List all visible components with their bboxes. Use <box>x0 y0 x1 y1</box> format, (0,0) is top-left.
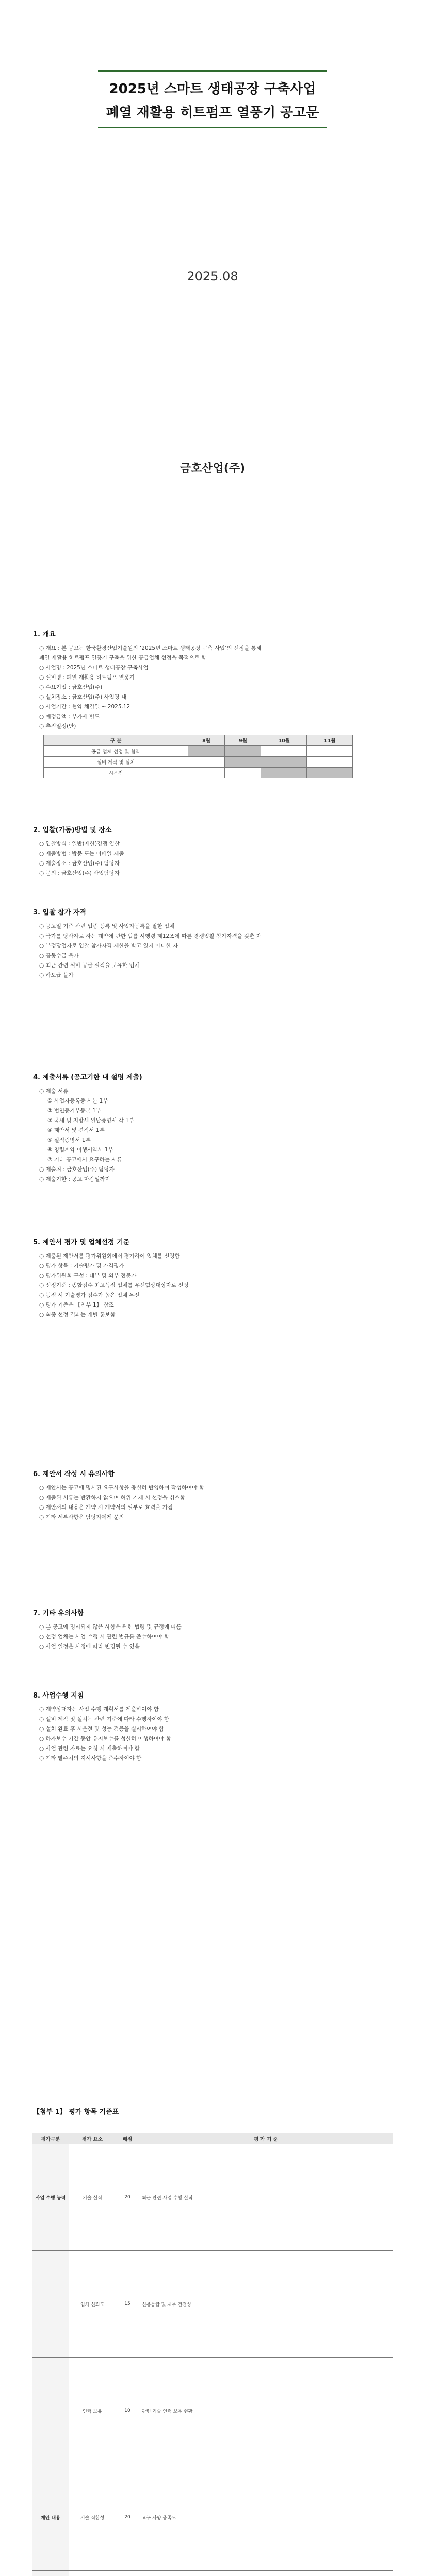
schedule-month-cell <box>307 768 353 778</box>
schedule-month-cell <box>261 757 307 768</box>
text-line: ○ 공동수급 불가 <box>39 953 79 959</box>
schedule-month-cell <box>188 746 225 757</box>
evaluation-header-cell: 평가 요소 <box>69 2133 116 2144</box>
section-title: 1. 개요 <box>33 631 56 638</box>
text-line: ○ 공고일 기준 관련 업종 등록 및 사업자등록을 필한 업체 <box>39 923 175 929</box>
text-line: ○ 하도급 불가 <box>39 972 74 978</box>
schedule-header-cell: 10월 <box>261 735 307 746</box>
evaluation-item-cell: 기술 적합성 <box>69 2464 116 2571</box>
text-line: ○ 설치장소 : 금호산업(주) 사업장 내 <box>39 694 127 700</box>
text-line: ○ 제출처 : 금호산업(주) 담당자 <box>39 1166 115 1173</box>
schedule-table <box>43 735 353 778</box>
schedule-month-cell <box>307 757 353 768</box>
text-line: ○ 기타 발주처의 지시사항을 준수하여야 함 <box>39 1755 142 1761</box>
evaluation-item-cell <box>69 2571 116 2576</box>
schedule-month-cell <box>307 746 353 757</box>
evaluation-row <box>32 2464 393 2571</box>
text-line: ○ 제출장소 : 금호산업(주) 담당자 <box>39 860 120 867</box>
evaluation-row <box>32 2571 393 2576</box>
evaluation-category-cell <box>32 2571 69 2576</box>
text-line: ○ 국가를 당사자로 하는 계약에 관한 법률 시행령 제12조에 따른 경쟁입찰 참가자격을 갖춘 자 <box>39 933 262 939</box>
section-guidelines <box>33 1690 394 1764</box>
text-line: ○ 제출된 제안서를 평가위원회에서 평가하여 업체를 선정함 <box>39 1253 180 1259</box>
evaluation-points-cell: 10 <box>116 2358 139 2464</box>
evaluation-points-cell: 15 <box>116 2251 139 2358</box>
section-overview <box>33 629 394 784</box>
text-line: ○ 선정 업체는 사업 수행 시 관련 법규를 준수하여야 함 <box>39 1634 170 1640</box>
text-line: ③ 국세 및 지방세 완납증명서 각 1부 <box>47 1117 134 1124</box>
evaluation-table-1 <box>32 2133 393 2576</box>
section-other-notes <box>33 1607 394 1652</box>
text-line: ○ 평가 항목 : 기술평가 및 가격평가 <box>39 1263 124 1269</box>
section-title: 2. 입찰(가동)방법 및 장소 <box>33 826 112 834</box>
evaluation-points-cell <box>116 2571 139 2576</box>
evaluation-item-cell: 기술 실적 <box>69 2144 116 2251</box>
schedule-row <box>44 757 353 768</box>
text-line: ○ 제출 서류 <box>39 1088 69 1094</box>
evaluation-category-cell <box>32 2251 69 2358</box>
text-line: ○ 동점 시 기술평가 점수가 높은 업체 우선 <box>39 1292 140 1298</box>
section-title: 7. 기타 유의사항 <box>33 1609 84 1617</box>
section-proposal-notes <box>33 1468 394 1522</box>
text-line: ○ 사업명 : 2025년 스마트 생태공장 구축사업 <box>39 665 149 671</box>
text-line: ○ 본 공고에 명시되지 않은 사항은 관련 법령 및 규정에 따름 <box>39 1624 182 1630</box>
schedule-task-cell: 설비 제작 및 설치 <box>44 757 188 768</box>
schedule-header-cell: 구 분 <box>44 735 188 746</box>
cover-date: 2025.08 <box>187 269 238 283</box>
text-line: ○ 설비 제작 및 설치는 관련 기준에 따라 수행하여야 함 <box>39 1716 170 1722</box>
evaluation-category-cell: 사업 수행 능력 <box>32 2144 69 2251</box>
annex-title: 【첨부 1】 평가 항목 기준표 <box>33 2108 119 2116</box>
evaluation-criteria-cell: 최근 관련 사업 수행 실적 <box>139 2144 393 2251</box>
text-line: 폐열 재활용 히트펌프 열풍기 구축을 위한 공급업체 선정을 목적으로 함 <box>39 655 207 661</box>
text-line: ○ 문의 : 금호산업(주) 사업담당자 <box>39 870 120 876</box>
section-bidding <box>33 824 394 878</box>
evaluation-header-cell: 배점 <box>116 2133 139 2144</box>
evaluation-header-cell: 평 가 기 준 <box>139 2133 393 2144</box>
text-line: ○ 제안서는 공고에 명시된 요구사항을 충실히 반영하여 작성하여야 함 <box>39 1485 204 1491</box>
schedule-row <box>44 746 353 757</box>
text-line: ○ 사업기간 : 협약 체결일 ~ 2025.12 <box>39 704 130 710</box>
schedule-month-cell <box>261 746 307 757</box>
text-line: ○ 예정금액 : 부가세 별도 <box>39 714 100 720</box>
text-line: ○ 설비명 : 폐열 재활용 히트펌프 열풍기 <box>39 674 135 681</box>
text-line: ○ 사업 일정은 사정에 따라 변경될 수 있음 <box>39 1643 140 1650</box>
text-line: ○ 설치 완료 후 시운전 및 성능 검증을 실시하여야 함 <box>39 1726 165 1732</box>
text-line: ⑦ 기타 공고에서 요구하는 서류 <box>47 1157 122 1163</box>
cover-title-line1: 2025년 스마트 생태공장 구축사업 <box>109 81 316 97</box>
schedule-task-cell: 공급 업체 선정 및 협약 <box>44 746 188 757</box>
text-line: ○ 계약상대자는 사업 수행 계획서를 제출하여야 함 <box>39 1706 159 1713</box>
schedule-month-cell <box>224 757 261 768</box>
evaluation-category-cell: 제안 내용 <box>32 2464 69 2571</box>
schedule-month-cell <box>188 757 225 768</box>
text-line: ○ 추진일정(안) <box>39 723 76 730</box>
evaluation-header-cell: 평가구분 <box>32 2133 69 2144</box>
section-evaluation <box>33 1236 394 1320</box>
text-line: ○ 선정기준 : 종합점수 최고득점 업체를 우선협상대상자로 선정 <box>39 1282 189 1289</box>
text-line: ○ 하자보수 기간 동안 유지보수를 성실히 이행하여야 함 <box>39 1736 171 1742</box>
text-line: ⑥ 청렴계약 이행서약서 1부 <box>47 1147 113 1153</box>
text-line: ④ 제안서 및 견적서 1부 <box>47 1127 105 1133</box>
section-title: 5. 제안서 평가 및 업체선정 기준 <box>33 1239 130 1246</box>
text-line: ① 사업자등록증 사본 1부 <box>47 1098 108 1104</box>
evaluation-criteria-cell: 관련 기술 인력 보유 현황 <box>139 2358 393 2464</box>
text-line: ○ 제출방법 : 방문 또는 이메일 제출 <box>39 851 124 857</box>
schedule-row <box>44 768 353 778</box>
evaluation-criteria-cell <box>139 2571 393 2576</box>
schedule-task-cell: 시운전 <box>44 768 188 778</box>
text-line: ○ 개요 : 본 공고는 한국환경산업기술원의 ‘2025년 스마트 생태공장 구축 사업’의 선정을 통해 <box>39 645 262 651</box>
schedule-month-cell <box>224 746 261 757</box>
schedule-month-cell <box>224 768 261 778</box>
text-line: ○ 수요기업 : 금호산업(주) <box>39 684 103 690</box>
text-line: ○ 제출기한 : 공고 마감일까지 <box>39 1176 110 1182</box>
section-title: 8. 사업수행 지침 <box>33 1692 84 1700</box>
evaluation-category-cell <box>32 2358 69 2464</box>
text-line: ○ 최종 선정 결과는 개별 통보함 <box>39 1312 116 1318</box>
text-line: ○ 평가 기준은 【첨부 1】 참조 <box>39 1302 114 1308</box>
evaluation-row <box>32 2144 393 2251</box>
section-documents <box>33 1072 394 1184</box>
text-line: ○ 최근 관련 설비 공급 실적을 보유한 업체 <box>39 962 140 969</box>
cover-company: 금호산업(주) <box>179 462 246 475</box>
schedule-header-cell: 8월 <box>188 735 225 746</box>
text-line: ○ 부정당업자로 입찰 참가자격 제한을 받고 있지 아니한 자 <box>39 943 178 949</box>
evaluation-points-cell: 20 <box>116 2144 139 2251</box>
text-line: ○ 기타 세부사항은 담당자에게 문의 <box>39 1514 124 1520</box>
section-title: 4. 제출서류 (공고기한 내 설명 제출) <box>33 1074 142 1081</box>
section-title: 3. 입찰 참가 자격 <box>33 909 86 917</box>
schedule-header-cell: 11월 <box>307 735 353 746</box>
evaluation-item-cell: 업체 신뢰도 <box>69 2251 116 2358</box>
schedule-month-cell <box>188 768 225 778</box>
evaluation-row <box>32 2358 393 2464</box>
text-line: ○ 제출된 서류는 반환하지 않으며 허위 기재 시 선정을 취소함 <box>39 1495 185 1501</box>
text-line: ○ 평가위원회 구성 : 내부 및 외부 전문가 <box>39 1273 137 1279</box>
text-line: ○ 사업 관련 자료는 요청 시 제출하여야 함 <box>39 1745 140 1752</box>
evaluation-row <box>32 2251 393 2358</box>
text-line: ○ 입찰방식 : 일반(제한)경쟁 입찰 <box>39 841 120 847</box>
cover-rule-top <box>98 70 327 72</box>
cover-rule-bottom <box>98 127 327 128</box>
text-line: ② 법인등기부등본 1부 <box>47 1108 101 1114</box>
text-line: ○ 제안서의 내용은 계약 시 계약서의 일부로 효력을 가짐 <box>39 1504 173 1511</box>
section-eligibility <box>33 907 394 980</box>
evaluation-points-cell: 20 <box>116 2464 139 2571</box>
text-line: ⑤ 실적증명서 1부 <box>47 1137 91 1143</box>
section-title: 6. 제안서 작성 시 유의사항 <box>33 1470 115 1478</box>
evaluation-criteria-cell: 요구 사양 충족도 <box>139 2464 393 2571</box>
evaluation-item-cell: 인력 보유 <box>69 2358 116 2464</box>
schedule-header-cell: 9월 <box>224 735 261 746</box>
evaluation-criteria-cell: 신용등급 및 재무 건전성 <box>139 2251 393 2358</box>
schedule-month-cell <box>261 768 307 778</box>
cover-title-line2: 폐열 재활용 히트펌프 열풍기 공고문 <box>106 105 319 121</box>
